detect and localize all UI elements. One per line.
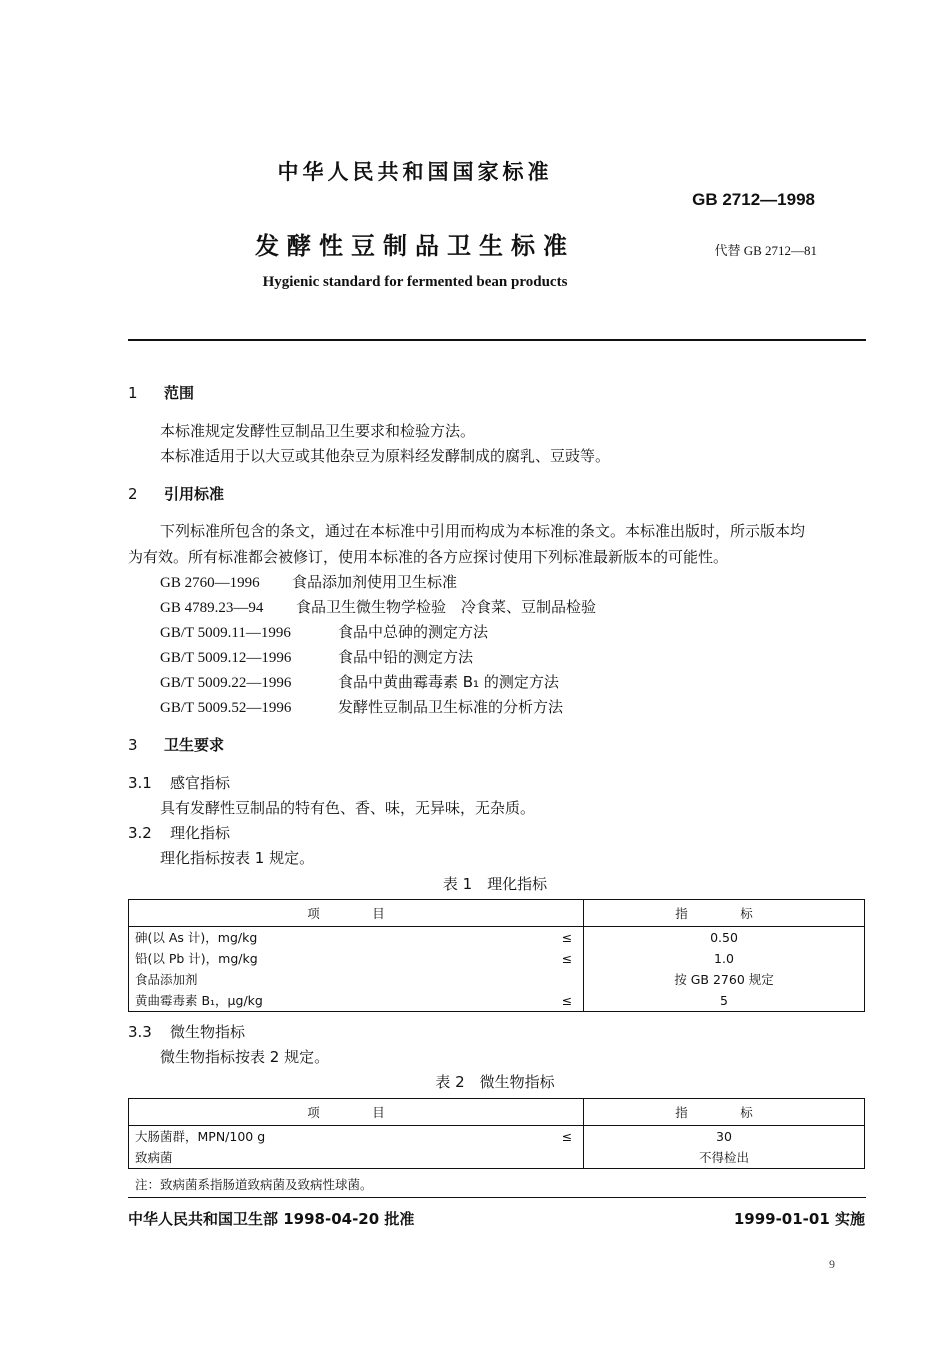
- table-1: [128, 899, 865, 1012]
- subsection-3-2-title: 理化指标: [170, 824, 231, 842]
- section-1-number: 1: [128, 384, 138, 402]
- table-cell-value: 30: [584, 1126, 865, 1148]
- subsection-3-3-title: 微生物指标: [170, 1023, 246, 1041]
- reference-code: GB/T 5009.12—1996: [160, 650, 292, 666]
- subsection-3-2-heading: [128, 822, 230, 843]
- table-2-caption: 表 2 微生物指标: [435, 1073, 555, 1091]
- subsection-3-3-heading: [128, 1021, 245, 1042]
- reference-item: [160, 671, 559, 692]
- subsection-3-1-number: 3.1: [128, 774, 152, 792]
- implementation-date: 1999-01-01 实施: [733, 1210, 865, 1228]
- table-1-item-header: 项 目: [129, 900, 584, 927]
- table-row: [129, 1126, 865, 1148]
- section-3-heading: [128, 734, 224, 755]
- table-row: [129, 927, 865, 949]
- table-cell-value: 5: [584, 990, 865, 1012]
- standard-code: GB 2712—1998: [692, 190, 815, 209]
- table-cell-symbol: ≤: [561, 930, 573, 945]
- table-cell-value: 不得检出: [584, 1147, 865, 1169]
- table-row: [129, 990, 865, 1012]
- reference-title: 发酵性豆制品卫生标准的分析方法: [338, 698, 564, 716]
- table-row: [129, 969, 865, 990]
- reference-title: 食品中铅的测定方法: [338, 648, 474, 666]
- table-cell-item: 铅(以 Pb 计)，mg/kg: [135, 951, 258, 966]
- reference-item: [160, 621, 488, 642]
- table-1-header-row: [129, 900, 865, 927]
- reference-item: [160, 646, 473, 667]
- table-2: [128, 1098, 865, 1169]
- table-row: [129, 948, 865, 969]
- section-2-paragraph-line-2: 为有效。所有标准都会被修订，使用本标准的各方应探讨使用下列标准最新版本的可能性。: [128, 548, 729, 566]
- table-cell-item: 致病菌: [135, 1150, 173, 1165]
- section-2-heading: [128, 483, 224, 504]
- table-cell-symbol: [551, 969, 584, 990]
- table-cell-item: 黄曲霉毒素 B₁，μg/kg: [135, 993, 263, 1008]
- reference-code: GB 2760—1996: [160, 575, 260, 591]
- reference-item: [160, 596, 596, 617]
- table-2-item-header: 项 目: [129, 1099, 584, 1126]
- page-number: 9: [829, 1257, 835, 1271]
- replaces-code: 代替 GB 2712—81: [714, 243, 817, 258]
- table-row: [129, 1147, 865, 1169]
- reference-title: 食品卫生微生物学检验 冷食菜、豆制品检验: [296, 598, 597, 616]
- english-title: Hygienic standard for fermented bean products: [262, 274, 568, 290]
- table-cell-item: 大肠菌群，MPN/100 g: [135, 1129, 266, 1144]
- table-1-value-header: 指 标: [584, 900, 865, 927]
- header-divider: [128, 339, 866, 341]
- table-cell-symbol: [551, 1147, 584, 1169]
- table-cell-symbol: ≤: [561, 993, 573, 1008]
- table-cell-item: 砷(以 As 计)，mg/kg: [135, 930, 258, 945]
- section-1-heading: [128, 382, 194, 403]
- reference-code: GB/T 5009.22—1996: [160, 675, 292, 691]
- section-1-paragraph-1: 本标准规定发酵性豆制品卫生要求和检验方法。: [160, 422, 476, 440]
- reference-title: 食品添加剂使用卫生标准: [292, 573, 458, 591]
- section-1-title: 范围: [164, 384, 195, 402]
- subsection-3-2-number: 3.2: [128, 824, 152, 842]
- table-cell-symbol: ≤: [561, 951, 573, 966]
- subsection-3-2-text: 理化指标按表 1 规定。: [160, 849, 315, 867]
- table-cell-item: 食品添加剂: [135, 972, 198, 987]
- document-title: 发酵性豆制品卫生标准: [255, 232, 575, 260]
- subsection-3-1-text: 具有发酵性豆制品的特有色、香、味，无异味，无杂质。: [160, 799, 536, 817]
- table-2-header-row: [129, 1099, 865, 1126]
- table-2-value-header: 指 标: [584, 1099, 865, 1126]
- reference-title: 食品中黄曲霉毒素 B₁ 的测定方法: [338, 673, 559, 691]
- table-cell-value: 1.0: [584, 948, 865, 969]
- reference-code: GB/T 5009.52—1996: [160, 700, 292, 716]
- subsection-3-1-title: 感官指标: [170, 774, 231, 792]
- table-cell-symbol: ≤: [561, 1129, 573, 1144]
- section-1-paragraph-2: 本标准适用于以大豆或其他杂豆为原料经发酵制成的腐乳、豆豉等。: [160, 447, 611, 465]
- table-cell-value: 0.50: [584, 927, 865, 949]
- reference-code: GB 4789.23—94: [160, 600, 264, 616]
- section-2-number: 2: [128, 485, 138, 503]
- subsection-3-3-number: 3.3: [128, 1023, 152, 1041]
- section-2-paragraph-line-1: 下列标准所包含的条文，通过在本标准中引用而构成为本标准的条文。本标准出版时，所示版本均: [160, 522, 806, 540]
- footer-divider: [128, 1197, 866, 1198]
- subsection-3-1-heading: [128, 772, 230, 793]
- section-3-title: 卫生要求: [164, 736, 225, 754]
- section-3-number: 3: [128, 736, 138, 754]
- table-1-caption: 表 1 理化指标: [442, 875, 548, 893]
- reference-code: GB/T 5009.11—1996: [160, 625, 291, 641]
- subsection-3-3-text: 微生物指标按表 2 规定。: [160, 1048, 330, 1066]
- reference-title: 食品中总砷的测定方法: [338, 623, 489, 641]
- reference-item: [160, 571, 457, 592]
- standard-title: 中华人民共和国国家标准: [277, 160, 553, 184]
- table-cell-value: 按 GB 2760 规定: [584, 969, 865, 990]
- table-2-note: 注：致病菌系指肠道致病菌及致病性球菌。: [135, 1177, 373, 1192]
- reference-item: [160, 696, 563, 717]
- section-2-title: 引用标准: [164, 485, 225, 503]
- approval-line: 中华人民共和国卫生部 1998-04-20 批准: [128, 1210, 415, 1228]
